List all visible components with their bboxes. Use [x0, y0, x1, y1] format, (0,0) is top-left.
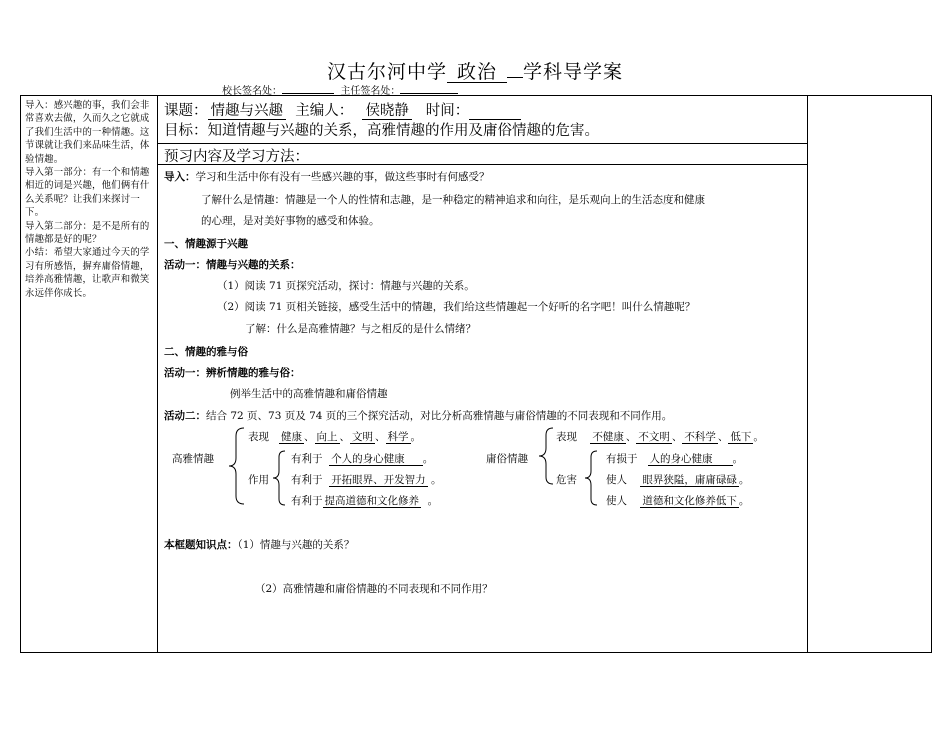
harm-prefix: 有损于 [606, 453, 638, 465]
refined-show-item: 文明 [352, 431, 374, 443]
column-divider-left [157, 95, 158, 653]
editor-label: 主编人： [295, 103, 354, 119]
use-value: 提高道德和文化修养 [324, 495, 419, 507]
knowledge-point1: （1）情趣与兴趣的关系？ [237, 539, 355, 551]
refined-show-item: 健康 [281, 431, 303, 443]
vulgar-show-label: 表现 [556, 431, 577, 443]
principal-sign-blank[interactable] [282, 83, 334, 94]
knowledge-label: 本框题知识点： [164, 539, 238, 551]
vulgar-show-item: 低下 [730, 431, 752, 443]
refined-label: 高雅情趣 [172, 453, 214, 465]
goal-text: 知道情趣与兴趣的关系，高雅情趣的作用及庸俗情趣的危害。 [207, 123, 599, 139]
principal-sign-label: 校长签名处： [222, 86, 282, 97]
subject-name: 政治 [447, 62, 507, 83]
goal-label: 目标： [164, 123, 208, 139]
time-blank[interactable] [469, 105, 521, 120]
refined-use-2: 有利于 开拓眼界、开发智力 。 [291, 474, 442, 486]
doc-title: 学科导学案 [523, 61, 624, 83]
section2-activity1-text: 例举生活中的高雅情趣和庸俗情趣 [230, 388, 388, 400]
knowledge-point2: （2）高雅情趣和庸俗情趣的不同表现和不同作用？ [255, 583, 493, 595]
refined-show: 表现 健康 、 向上 、 文明 、 科学 。 [248, 431, 422, 443]
use-value: 个人的身心健康 [329, 453, 423, 466]
intro-text: 学习和生活中你有没有一些感兴趣的事，做这些事时有何感受？ [195, 171, 490, 183]
refined-use-label: 作用 [248, 474, 269, 486]
intro-label: 导入： [164, 171, 196, 183]
vulgar-show-item: 不文明 [638, 431, 670, 443]
activity2-text: 结合 72 页、73 页及 74 页的三个探究活动，对比分析高雅情趣与庸俗情趣的不同表现和不同作用。 [206, 410, 673, 422]
director-sign-blank[interactable] [400, 83, 458, 94]
topic-label: 课题： [164, 103, 208, 119]
harm-value: 人的身心健康 [648, 453, 733, 466]
section2-activity1: 活动一：辨析情趣的雅与俗： [164, 367, 301, 379]
vulgar-label: 庸俗情趣 [486, 453, 528, 465]
goal-row [164, 119, 599, 140]
harm-prefix: 使人 [606, 474, 627, 486]
intro-line3: 的心理，是对美好事物的感受和体验。 [201, 215, 380, 227]
knowledge-row [164, 537, 354, 552]
director-sign-label: 主任签名处： [340, 86, 401, 97]
vulgar-main-brace [536, 426, 556, 486]
refined-show-item: 科学 [387, 431, 409, 443]
note-part2: 导入第二部分：是不是所有的情趣都是好的呢？ [25, 220, 150, 246]
preview-heading: 预习内容及学习方法： [164, 149, 309, 165]
vulgar-show: 表现 不健康 、 不文明 、 不科学 、 低下 。 [556, 431, 764, 443]
section1-item2: （2）阅读 71 页相关链接，感受生活中的情趣，我们给这些情趣起一个好听的名字吧！叫什么情趣呢？ [217, 301, 696, 313]
harm-prefix: 使人 [606, 495, 627, 507]
vulgar-harm-label: 危害 [556, 474, 577, 486]
teacher-notes [25, 99, 153, 300]
use-prefix: 有利于 [291, 474, 323, 486]
topic-row [164, 99, 521, 120]
refined-use-1: 有利于 个人的身心健康 。 [291, 453, 434, 465]
harm-value: 道德和文化修养低下 [642, 495, 737, 507]
use-prefix: 有利于 [291, 495, 323, 507]
note-summary: 小结：希望大家通过今天的学习有所感悟，摒弃庸俗情趣，培养高雅情趣，让歌声和微笑永远伴你成长。 [25, 247, 150, 299]
intro-row [164, 169, 490, 184]
vulgar-harm-3: 使人 道德和文化修养低下 。 [606, 495, 750, 507]
subject-underline [507, 77, 523, 78]
section1-item3: 了解：什么是高雅情趣？与之相反的是什么情绪？ [245, 323, 476, 335]
refined-main-brace [226, 426, 248, 506]
section2-heading: 二、情趣的雅与俗 [164, 346, 248, 358]
vulgar-show-item: 不健康 [592, 431, 624, 443]
intro-line2: 了解什么是情趣：情趣是一个人的性情和志趣，是一种稳定的精神追求和向往，是乐观向上的生活态度和健康 [201, 194, 705, 206]
topic-value: 情趣与兴趣 [208, 103, 287, 120]
row-divider-1 [158, 143, 808, 144]
vulgar-harm-1: 有损于 人的身心健康 。 [606, 453, 744, 465]
editor-name: 侯晓静 [362, 103, 412, 120]
use-prefix: 有利于 [291, 453, 323, 465]
time-label: 时间： [425, 103, 470, 119]
section2-activity2 [164, 408, 672, 423]
use-value: 开拓眼界、开发智力 [331, 474, 426, 486]
vulgar-harm-2: 使人 眼界狭隘，庸庸碌碌 。 [606, 474, 750, 486]
refined-show-label: 表现 [248, 431, 269, 443]
vulgar-show-item: 不科学 [684, 431, 716, 443]
section1-item1: （1）阅读 71 页探究活动，探讨：情趣与兴趣的关系。 [217, 280, 475, 292]
section1-activity: 活动一：情趣与兴趣的关系： [164, 259, 301, 271]
vulgar-harm-brace [582, 449, 600, 507]
harm-value: 眼界狭隘，庸庸碌碌 [642, 474, 737, 486]
activity2-label: 活动二： [164, 410, 206, 422]
note-part1: 导入第一部分：有一个和情趣相近的词是兴趣，他们俩有什么关系呢？让我们来探讨一下。 [25, 167, 150, 219]
refined-use-3: 有利于 提高道德和文化修养 。 [291, 495, 439, 507]
section1-heading: 一、情趣源于兴趣 [164, 238, 248, 250]
refined-show-item: 向上 [316, 431, 338, 443]
column-divider-right [807, 95, 808, 653]
school-name: 汉古尔河中学 [326, 61, 447, 83]
document-title [0, 57, 950, 84]
note-intro: 导入：感兴趣的事，我们会非常喜欢去做，久而久之它就成了我们生活中的一种情趣。这节课就让我们来品味生活，体验情趣。 [25, 100, 150, 165]
refined-use-brace [270, 449, 288, 507]
